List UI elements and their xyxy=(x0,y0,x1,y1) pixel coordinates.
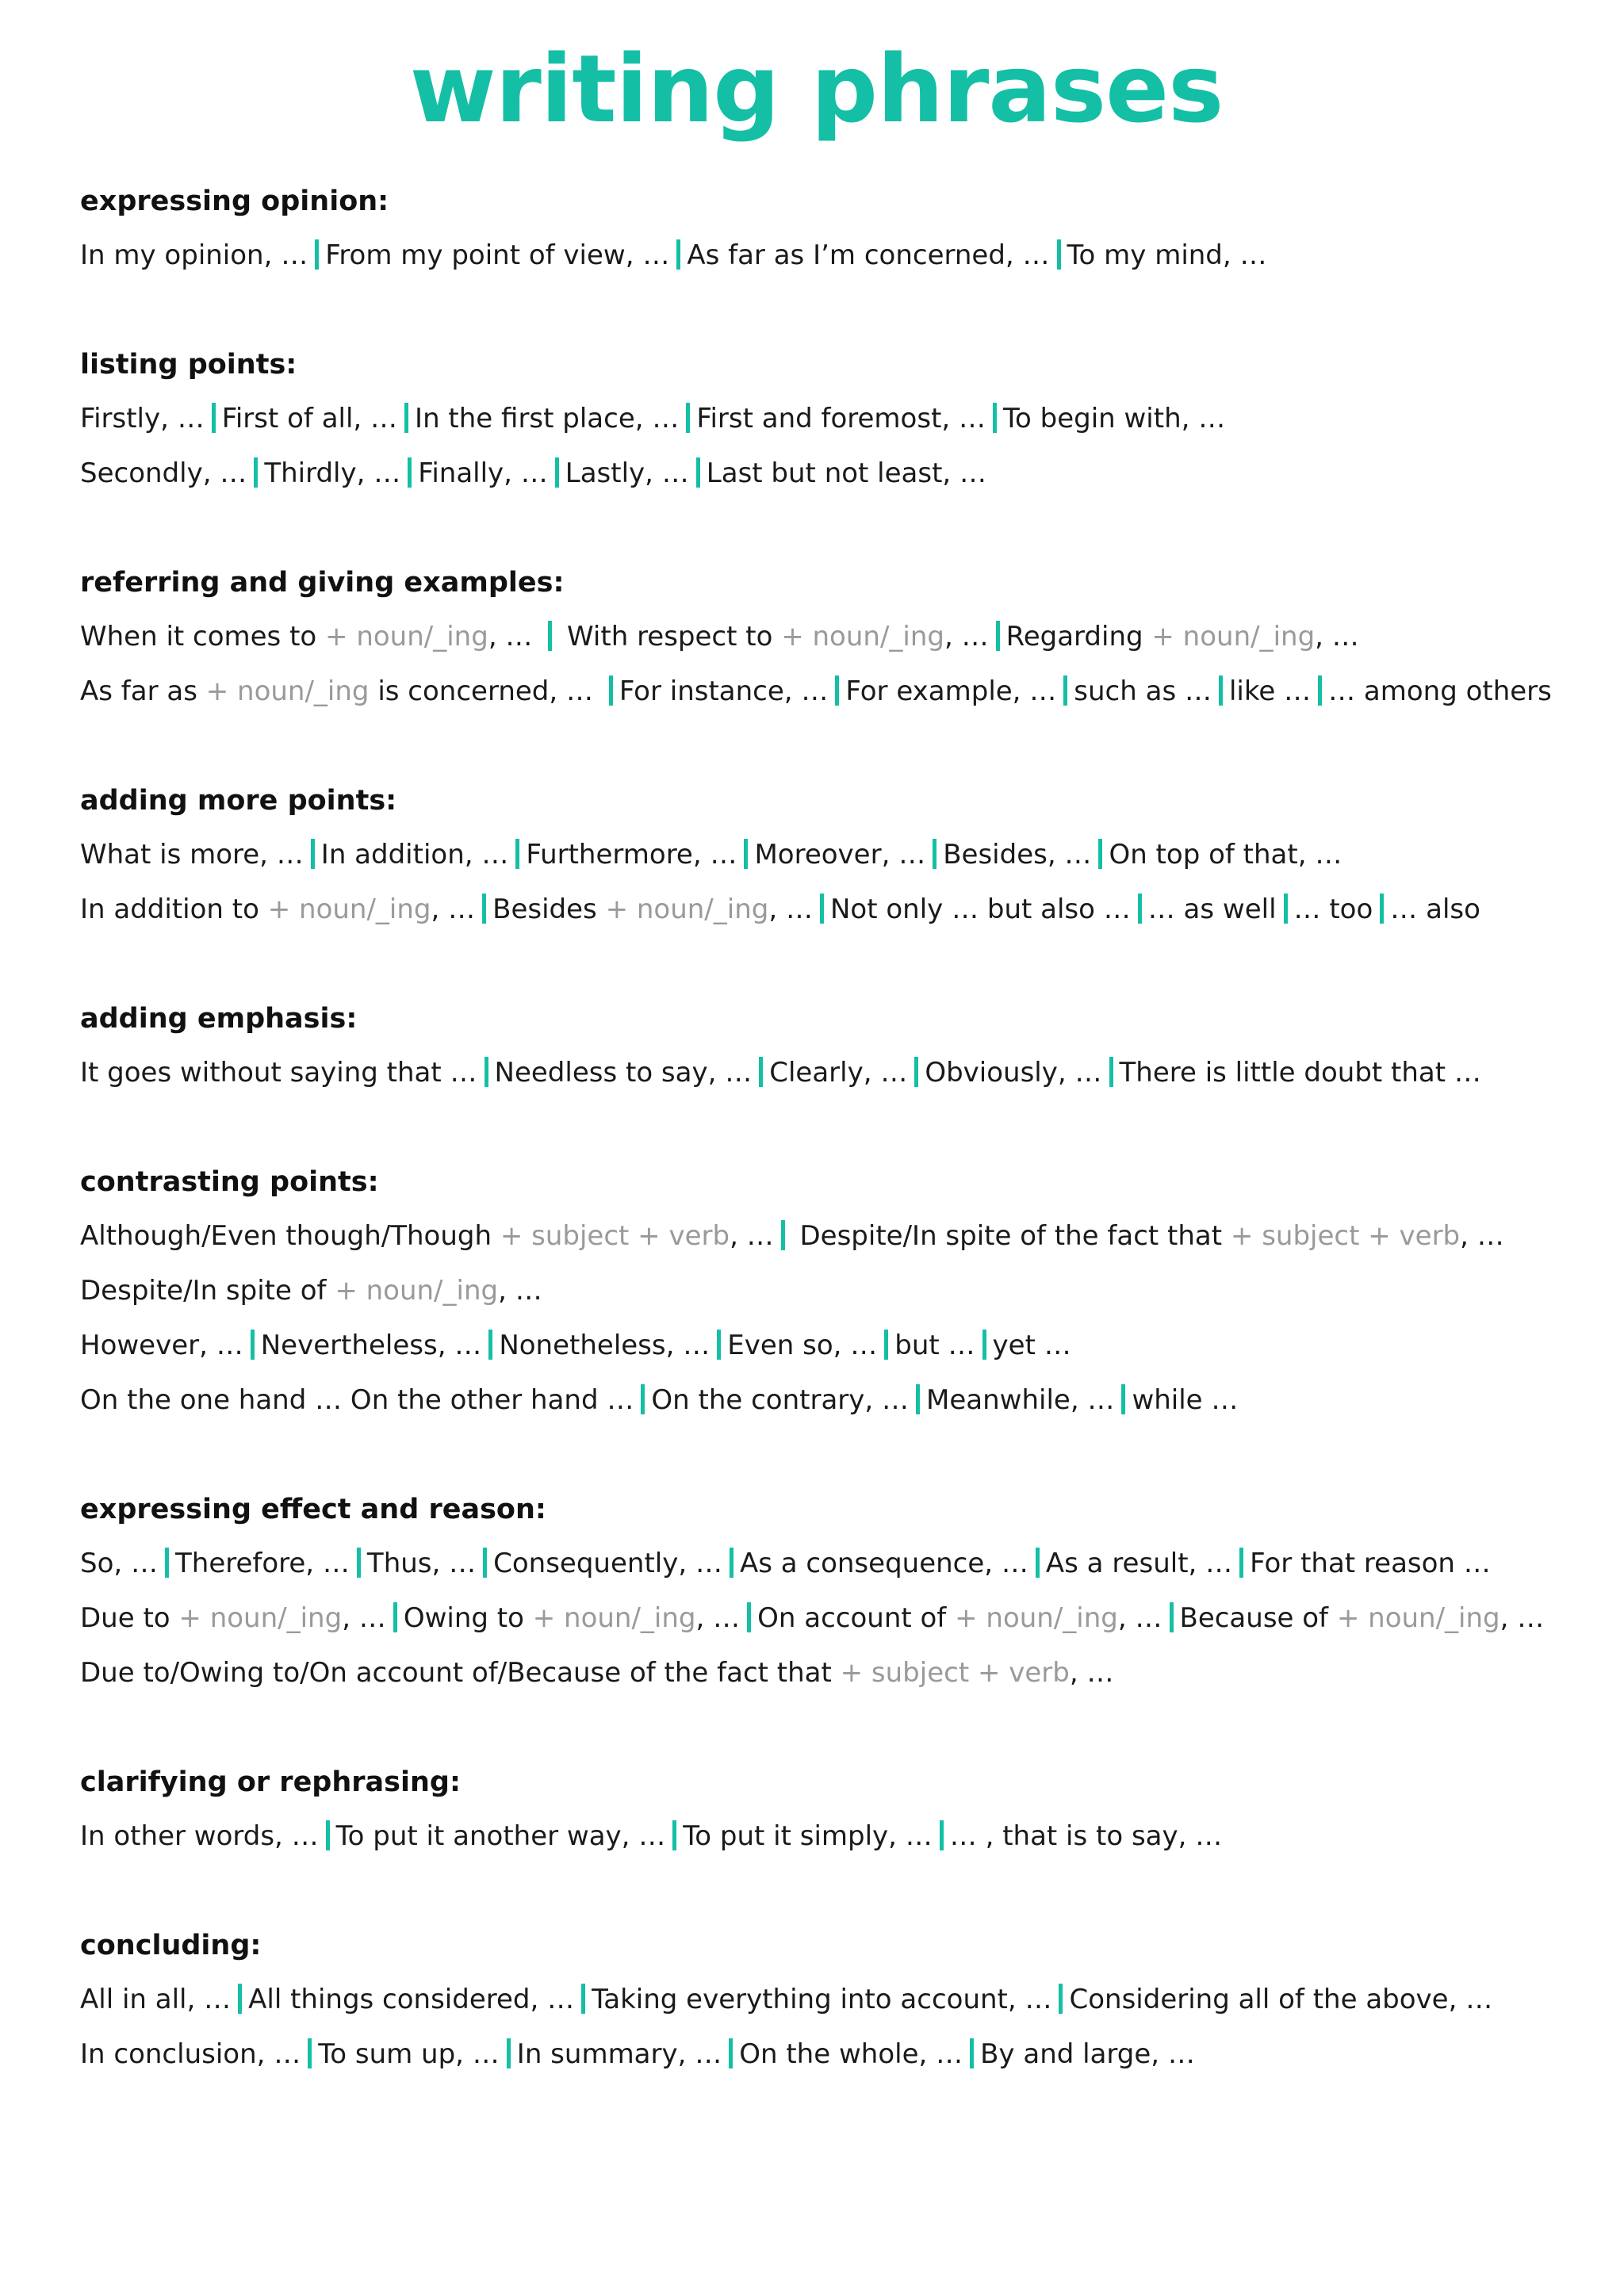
phrase-text: In summary, … xyxy=(516,2038,722,2070)
phrase-line xyxy=(80,1973,1553,2027)
grammar-hint: + noun/_ing xyxy=(205,675,370,707)
phrase-text: Because of xyxy=(1179,1602,1337,1634)
separator-bar xyxy=(1036,1548,1040,1578)
phrase-text: Besides xyxy=(492,894,606,925)
phrase-text: Moreover, … xyxy=(754,839,926,871)
phrase-line xyxy=(80,882,1553,937)
phrase xyxy=(321,839,509,871)
phrase xyxy=(1069,1984,1492,2015)
phrase xyxy=(492,894,813,925)
phrase-text: In addition, … xyxy=(320,839,509,871)
phrase xyxy=(740,1548,1028,1579)
phrase-text: Owing to xyxy=(403,1602,533,1634)
grammar-hint: + noun/_ing xyxy=(532,1602,696,1634)
phrase-section xyxy=(80,1755,1553,1864)
phrase xyxy=(404,1602,740,1634)
separator-bar xyxy=(744,839,748,869)
phrase-text: As far as I’m concerned, … xyxy=(687,239,1050,271)
separator-bar xyxy=(1063,675,1067,706)
phrase-text: To begin with, … xyxy=(1003,403,1226,434)
phrase-line xyxy=(80,1373,1553,1428)
separator-bar xyxy=(485,1057,488,1087)
phrase-text: , … xyxy=(488,621,542,652)
phrase xyxy=(80,894,475,925)
section-heading: contrasting points: xyxy=(80,1166,379,1198)
phrase-text: , … xyxy=(730,1220,774,1252)
phrase-text: There is little doubt that … xyxy=(1119,1057,1481,1089)
separator-bar xyxy=(781,1220,785,1250)
phrase xyxy=(1294,894,1373,925)
phrase xyxy=(1132,1384,1238,1416)
phrase xyxy=(495,1057,753,1089)
phrase-text: For that reason … xyxy=(1250,1548,1491,1579)
phrase xyxy=(493,1548,722,1579)
separator-bar xyxy=(609,675,613,706)
phrase xyxy=(80,1275,542,1307)
phrase-text: For instance, … xyxy=(619,675,829,707)
phrase-text: In my opinion, … xyxy=(80,239,308,271)
phrase-text: As a result, … xyxy=(1045,1548,1233,1579)
phrase xyxy=(707,457,986,489)
phrase-text: When it comes to xyxy=(80,621,326,652)
phrase xyxy=(80,675,602,707)
phrase-text: , … xyxy=(1500,1602,1545,1634)
phrase xyxy=(80,1820,319,1852)
separator-bar xyxy=(1170,1602,1174,1632)
separator-bar xyxy=(982,1330,986,1360)
phrase-text: is concerned, … xyxy=(369,675,602,707)
phrase-line xyxy=(80,610,1553,664)
phrase-text: Besides, … xyxy=(943,839,1092,871)
phrase-section xyxy=(80,338,1553,501)
separator-bar xyxy=(884,1330,888,1360)
separator-bar xyxy=(315,239,319,270)
phrase-line xyxy=(80,1264,1553,1318)
phrase xyxy=(325,239,669,271)
phrase-text: Taking everything into account, … xyxy=(592,1984,1052,2015)
phrase-section xyxy=(80,774,1553,937)
phrase xyxy=(415,403,679,434)
phrase xyxy=(993,1330,1071,1361)
phrase-text: … too xyxy=(1293,894,1373,925)
phrase xyxy=(80,1384,634,1416)
phrase-line xyxy=(80,2027,1553,2082)
phrase-text: Therefore, … xyxy=(175,1548,350,1579)
phrase-text: On the one hand … On the other hand … xyxy=(80,1384,634,1416)
phrase-section xyxy=(80,1919,1553,2082)
phrase xyxy=(696,403,986,434)
phrase-line xyxy=(80,1646,1553,1701)
phrase-text: Despite/In spite of xyxy=(80,1275,335,1307)
separator-bar xyxy=(717,1330,721,1360)
separator-bar xyxy=(1318,675,1322,706)
phrase-text: Firstly, … xyxy=(80,403,205,434)
phrase xyxy=(222,403,397,434)
phrase-text: , … xyxy=(431,894,476,925)
phrase xyxy=(754,839,925,871)
phrase xyxy=(769,1057,907,1089)
phrase xyxy=(558,621,988,652)
grammar-hint: + noun/_ing xyxy=(325,621,488,652)
phrase-line xyxy=(80,828,1553,882)
separator-bar xyxy=(165,1548,169,1578)
phrase-text: , … xyxy=(1117,1602,1162,1634)
phrase-text: In the first place, … xyxy=(415,403,680,434)
phrase-text: Even so, … xyxy=(727,1330,878,1361)
phrase-line xyxy=(80,1809,1553,1864)
grammar-hint: + noun/_ing xyxy=(1336,1602,1500,1634)
phrase-text: , … xyxy=(1460,1220,1504,1252)
grammar-hint: + noun/_ing xyxy=(335,1275,499,1307)
phrase-text: such as … xyxy=(1074,675,1212,707)
phrase-text: yet … xyxy=(992,1330,1071,1361)
phrase-text: Finally, … xyxy=(418,457,548,489)
phrase-text: Nevertheless, … xyxy=(260,1330,482,1361)
phrase xyxy=(943,839,1091,871)
separator-bar xyxy=(581,1984,585,2014)
separator-bar xyxy=(311,839,315,869)
separator-bar xyxy=(515,839,519,869)
separator-bar xyxy=(404,403,408,433)
separator-bar xyxy=(1098,839,1102,869)
separator-bar xyxy=(1380,894,1384,924)
separator-bar xyxy=(672,1820,676,1850)
separator-bar xyxy=(1057,239,1061,270)
separator-bar xyxy=(641,1384,645,1414)
phrase-text: In addition to xyxy=(80,894,268,925)
separator-bar xyxy=(916,1384,920,1414)
grammar-hint: + noun/_ing xyxy=(781,621,944,652)
section-heading: referring and giving examples: xyxy=(80,567,565,599)
phrase-text: , … xyxy=(498,1275,542,1307)
phrase-text: while … xyxy=(1132,1384,1239,1416)
phrase-line xyxy=(80,1046,1553,1100)
phrase-text: Thirdly, … xyxy=(264,457,401,489)
phrase-text: What is more, … xyxy=(80,839,304,871)
phrase xyxy=(499,1330,710,1361)
separator-bar xyxy=(676,239,680,270)
section-heading: expressing opinion: xyxy=(80,186,389,217)
separator-bar xyxy=(238,1984,242,2014)
phrase-text: Although/Even though/Though xyxy=(80,1220,500,1252)
section-heading: expressing effect and reason: xyxy=(80,1494,546,1525)
separator-bar xyxy=(759,1057,763,1087)
phrase xyxy=(80,621,541,652)
phrase-text: Last but not least, … xyxy=(706,457,987,489)
phrase-text: … as well xyxy=(1147,894,1277,925)
phrase-section xyxy=(80,174,1553,283)
phrase-text: , … xyxy=(1069,1657,1114,1689)
phrase-text: but … xyxy=(894,1330,975,1361)
phrase xyxy=(1229,675,1311,707)
section-heading: clarifying or rephrasing: xyxy=(80,1766,461,1798)
phrase-line xyxy=(80,1591,1553,1646)
phrase-text: Due to/Owing to/On account of/Because of the fact that xyxy=(80,1657,841,1689)
separator-bar xyxy=(408,457,412,488)
separator-bar xyxy=(488,1330,492,1360)
phrase xyxy=(175,1548,350,1579)
phrase-text: To sum up, … xyxy=(318,2038,500,2070)
separator-bar xyxy=(820,894,824,924)
phrase-section xyxy=(80,556,1553,719)
phrase xyxy=(757,1602,1162,1634)
separator-bar xyxy=(686,403,690,433)
phrase-section xyxy=(80,1155,1553,1428)
phrase-section xyxy=(80,1483,1553,1701)
phrase-text: All in all, … xyxy=(80,1984,232,2015)
phrase xyxy=(336,1820,666,1852)
phrase-text: Considering all of the above, … xyxy=(1069,1984,1493,2015)
phrase-line xyxy=(80,1318,1553,1373)
phrase-text: Thus, … xyxy=(366,1548,477,1579)
phrase-text: Secondly, … xyxy=(80,457,247,489)
separator-bar xyxy=(1121,1384,1125,1414)
phrase xyxy=(1390,894,1480,925)
phrase xyxy=(80,1602,386,1634)
phrase xyxy=(1046,1548,1232,1579)
phrase xyxy=(565,457,689,489)
grammar-hint: + subject + verb xyxy=(500,1220,730,1252)
phrase-text: , … xyxy=(768,894,813,925)
separator-bar xyxy=(1059,1984,1063,2014)
phrase xyxy=(791,1220,1504,1252)
phrase xyxy=(264,457,400,489)
phrase xyxy=(1003,403,1225,434)
separator-bar xyxy=(393,1602,397,1632)
phrase xyxy=(894,1330,975,1361)
phrase-text: Due to xyxy=(80,1602,179,1634)
phrase xyxy=(1074,675,1212,707)
separator-bar xyxy=(555,457,559,488)
separator-bar xyxy=(483,1548,487,1578)
phrase-text: By and large, … xyxy=(980,2038,1195,2070)
separator-bar xyxy=(308,2038,312,2068)
separator-bar xyxy=(1284,894,1288,924)
phrase-text: On top of that, … xyxy=(1109,839,1342,871)
phrase xyxy=(526,839,737,871)
phrase-text: As a consequence, … xyxy=(739,1548,1028,1579)
phrase-text: As far as xyxy=(80,675,206,707)
phrase xyxy=(926,1384,1114,1416)
phrase xyxy=(80,403,205,434)
phrase xyxy=(1067,239,1267,271)
separator-bar xyxy=(1239,1548,1243,1578)
phrase xyxy=(683,1820,933,1852)
phrase xyxy=(80,1657,1113,1689)
phrase xyxy=(80,1548,158,1579)
phrase xyxy=(318,2038,500,2070)
phrase-line xyxy=(80,664,1553,719)
phrase xyxy=(619,675,829,707)
separator-bar xyxy=(251,1330,255,1360)
phrase-text: Obviously, … xyxy=(925,1057,1102,1089)
phrase-line xyxy=(80,392,1553,446)
section-heading: adding emphasis: xyxy=(80,1003,358,1035)
phrase-text: From my point of view, … xyxy=(325,239,670,271)
phrase-line xyxy=(80,1209,1553,1264)
phrase-text: First of all, … xyxy=(221,403,398,434)
grammar-hint: + noun/_ing xyxy=(1151,621,1316,652)
separator-bar xyxy=(993,403,997,433)
phrase-text: To my mind, … xyxy=(1067,239,1267,271)
separator-bar xyxy=(729,2038,733,2068)
phrase xyxy=(1250,1548,1491,1579)
phrase-text: Meanwhile, … xyxy=(926,1384,1115,1416)
phrase xyxy=(830,894,1131,925)
separator-bar xyxy=(696,457,700,488)
grammar-hint: + noun/_ing xyxy=(605,894,769,925)
phrase-text: For example, … xyxy=(845,675,1057,707)
separator-bar xyxy=(1138,894,1142,924)
phrase xyxy=(1120,1057,1481,1089)
section-heading: concluding: xyxy=(80,1930,262,1961)
page-title: writing phrases xyxy=(409,34,1224,144)
phrase-text: On the whole, … xyxy=(739,2038,963,2070)
grammar-hint: + subject + verb xyxy=(840,1657,1070,1689)
phrase xyxy=(80,2038,301,2070)
phrase xyxy=(1006,621,1359,652)
phrase xyxy=(261,1330,482,1361)
phrase xyxy=(80,1220,774,1252)
separator-bar xyxy=(326,1820,330,1850)
phrase xyxy=(367,1548,476,1579)
phrase xyxy=(980,2038,1195,2070)
phrase xyxy=(248,1984,574,2015)
phrase-text: , … xyxy=(695,1602,741,1634)
phrase xyxy=(845,675,1056,707)
phrase xyxy=(739,2038,963,2070)
phrase-text: … , that is to say, … xyxy=(949,1820,1223,1852)
phrase-text: In other words, … xyxy=(80,1820,319,1852)
phrase-text: Not only … but also … xyxy=(829,894,1131,925)
phrase xyxy=(80,239,308,271)
grammar-hint: + noun/_ing xyxy=(267,894,431,925)
phrase-text: To put it simply, … xyxy=(683,1820,933,1852)
grammar-hint: + noun/_ing xyxy=(955,1602,1118,1634)
section-heading: adding more points: xyxy=(80,785,397,817)
phrase-text: Consequently, … xyxy=(493,1548,722,1579)
phrase xyxy=(1328,675,1552,707)
phrase-text: Nonetheless, … xyxy=(499,1330,710,1361)
separator-bar xyxy=(548,621,552,651)
phrase-text: , … xyxy=(944,621,989,652)
phrase xyxy=(1148,894,1277,925)
phrase xyxy=(651,1384,909,1416)
phrase xyxy=(80,839,304,871)
phrase-text: Lastly, … xyxy=(565,457,689,489)
phrase-section xyxy=(80,992,1553,1100)
phrase xyxy=(1109,839,1342,871)
phrase-text: It goes without saying that … xyxy=(80,1057,477,1089)
phrase xyxy=(80,1330,243,1361)
separator-bar xyxy=(212,403,216,433)
phrase-text: On the contrary, … xyxy=(651,1384,910,1416)
separator-bar xyxy=(482,894,486,924)
separator-bar xyxy=(1109,1057,1113,1087)
phrase-text: … among others xyxy=(1328,675,1552,707)
phrase-text: , … xyxy=(342,1602,386,1634)
phrase-text: Regarding xyxy=(1005,621,1152,652)
separator-bar xyxy=(996,621,1000,651)
section-heading: listing points: xyxy=(80,349,297,381)
phrase-text: Despite/In spite of the fact that xyxy=(791,1220,1231,1252)
phrase-sections xyxy=(80,174,1553,2082)
grammar-hint: + subject + verb xyxy=(1230,1220,1461,1252)
phrase-text: To put it another way, … xyxy=(335,1820,666,1852)
separator-bar xyxy=(914,1057,918,1087)
phrase-text: Needless to say, … xyxy=(494,1057,753,1089)
phrase-line xyxy=(80,1536,1553,1591)
phrase xyxy=(1180,1602,1545,1634)
separator-bar xyxy=(507,2038,511,2068)
separator-bar xyxy=(940,1820,944,1850)
separator-bar xyxy=(747,1602,751,1632)
phrase-text: like … xyxy=(1228,675,1312,707)
phrase-text: So, … xyxy=(80,1548,158,1579)
phrase-text: On account of xyxy=(757,1602,956,1634)
phrase-line xyxy=(80,446,1553,501)
grammar-hint: + noun/_ing xyxy=(178,1602,343,1634)
phrase xyxy=(80,1984,231,2015)
phrase xyxy=(80,457,247,489)
phrase-text: All things considered, … xyxy=(248,1984,575,2015)
phrase-text: … also xyxy=(1390,894,1480,925)
phrase xyxy=(925,1057,1101,1089)
phrase xyxy=(950,1820,1222,1852)
separator-bar xyxy=(970,2038,974,2068)
phrase xyxy=(727,1330,877,1361)
separator-bar xyxy=(933,839,936,869)
phrase xyxy=(687,239,1049,271)
separator-bar xyxy=(835,675,839,706)
phrase-text: However, … xyxy=(80,1330,243,1361)
phrase xyxy=(517,2038,722,2070)
phrase-text: With respect to xyxy=(558,621,782,652)
separator-bar xyxy=(1219,675,1223,706)
phrase-text: Clearly, … xyxy=(769,1057,908,1089)
phrase-line xyxy=(80,228,1553,283)
phrase-text: Furthermore, … xyxy=(526,839,737,871)
phrase-text: First and foremost, … xyxy=(696,403,986,434)
separator-bar xyxy=(730,1548,733,1578)
phrase xyxy=(418,457,548,489)
phrase-text: In conclusion, … xyxy=(80,2038,301,2070)
phrase xyxy=(592,1984,1051,2015)
separator-bar xyxy=(254,457,258,488)
separator-bar xyxy=(357,1548,361,1578)
phrase-text: , … xyxy=(1315,621,1359,652)
phrase xyxy=(80,1057,477,1089)
